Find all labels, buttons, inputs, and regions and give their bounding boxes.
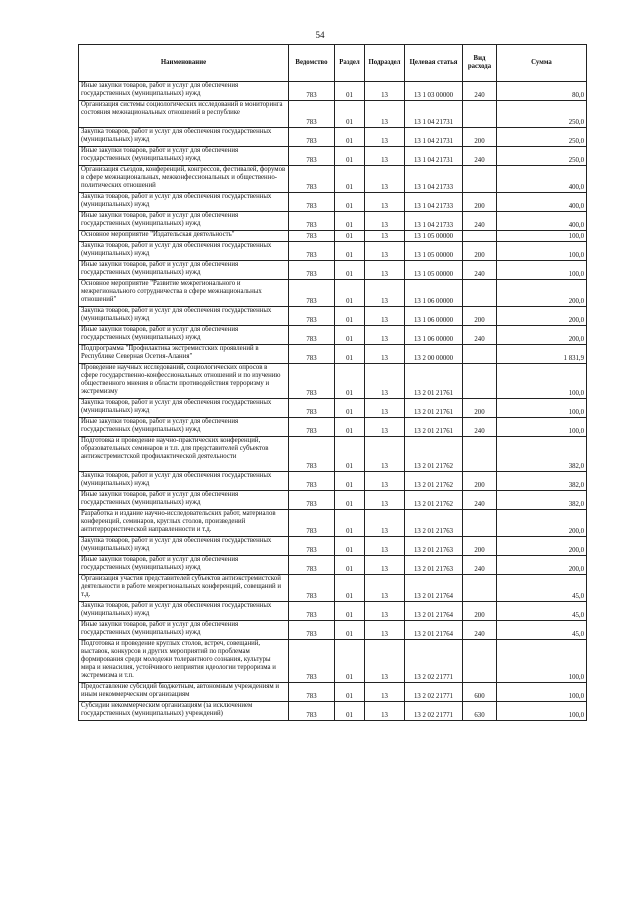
header-celevaya-statya: Целевая статья (405, 45, 463, 82)
cell-name: Подготовка и проведение круглых столов, встреч, совещаний, выставок, конкурсов и других мероприятий по проблемам формирования среди молодежи толерантного сознания, культуры мира и ненасилия, устойчивого неприятия идеологии терроризма и экстремизма и т.п. (79, 640, 289, 683)
cell-summa: 200,0 (497, 307, 587, 326)
cell-celevaya-statya: 13 1 03 00000 (405, 82, 463, 101)
cell-razdel: 01 (335, 621, 365, 640)
cell-podrazdel: 13 (365, 537, 405, 556)
cell-summa: 382,0 (497, 472, 587, 491)
cell-celevaya-statya: 13 2 01 21761 (405, 418, 463, 437)
cell-summa: 100,0 (497, 242, 587, 261)
cell-vid-rashoda (463, 640, 497, 683)
cell-name: Закупка товаров, работ и услуг для обеспечения государственных (муниципальных) нужд (79, 537, 289, 556)
table-row (79, 326, 587, 345)
cell-razdel: 01 (335, 602, 365, 621)
table-row (79, 261, 587, 280)
cell-razdel: 01 (335, 128, 365, 147)
table-row (79, 364, 587, 399)
cell-vid-rashoda: 600 (463, 683, 497, 702)
cell-vid-rashoda: 240 (463, 147, 497, 166)
cell-name: Субсидии некоммерческим организациям (за исключением государственных (муниципальных) учреждений) (79, 702, 289, 721)
cell-name: Иные закупки товаров, работ и услуг для обеспечения государственных (муниципальных) нужд (79, 212, 289, 231)
cell-name: Иные закупки товаров, работ и услуг для обеспечения государственных (муниципальных) нужд (79, 261, 289, 280)
cell-razdel: 01 (335, 575, 365, 602)
cell-name: Закупка товаров, работ и услуг для обеспечения государственных (муниципальных) нужд (79, 399, 289, 418)
cell-celevaya-statya: 13 2 01 21763 (405, 556, 463, 575)
cell-vedomstvo: 783 (289, 602, 335, 621)
cell-vedomstvo: 783 (289, 231, 335, 242)
cell-podrazdel: 13 (365, 261, 405, 280)
cell-vedomstvo: 783 (289, 128, 335, 147)
cell-celevaya-statya: 13 2 01 21762 (405, 472, 463, 491)
cell-name: Иные закупки товаров, работ и услуг для обеспечения государственных (муниципальных) нужд (79, 556, 289, 575)
cell-celevaya-statya: 13 2 02 21771 (405, 640, 463, 683)
cell-summa: 200,0 (497, 326, 587, 345)
table-row (79, 166, 587, 193)
cell-vid-rashoda: 240 (463, 326, 497, 345)
cell-vedomstvo: 783 (289, 472, 335, 491)
cell-summa: 200,0 (497, 280, 587, 307)
cell-vid-rashoda: 200 (463, 399, 497, 418)
cell-podrazdel: 13 (365, 683, 405, 702)
table-row (79, 556, 587, 575)
cell-podrazdel: 13 (365, 147, 405, 166)
cell-podrazdel: 13 (365, 82, 405, 101)
cell-name: Подготовка и проведение научно-практических конференций, образовательных семинаров и т.п. для представителей субъектов антиэкстремистской профилактической деятельности (79, 437, 289, 472)
cell-name: Организация съездов, конференций, конгрессов, фестивалей, форумов в сфере межнациональных, межконфессиональных и общественно-политических отношений (79, 166, 289, 193)
table-row (79, 231, 587, 242)
cell-vid-rashoda (463, 166, 497, 193)
cell-vid-rashoda: 240 (463, 556, 497, 575)
table-row (79, 147, 587, 166)
cell-vid-rashoda: 200 (463, 307, 497, 326)
cell-vid-rashoda: 240 (463, 621, 497, 640)
cell-podrazdel: 13 (365, 242, 405, 261)
cell-razdel: 01 (335, 510, 365, 537)
cell-vid-rashoda (463, 231, 497, 242)
cell-name: Иные закупки товаров, работ и услуг для обеспечения государственных (муниципальных) нужд (79, 82, 289, 101)
cell-celevaya-statya: 13 1 04 21731 (405, 101, 463, 128)
cell-celevaya-statya: 13 1 04 21733 (405, 193, 463, 212)
cell-name: Закупка товаров, работ и услуг для обеспечения государственных (муниципальных) нужд (79, 242, 289, 261)
header-vid-rashoda: Вид расхода (463, 45, 497, 82)
cell-celevaya-statya: 13 2 02 21771 (405, 702, 463, 721)
cell-vedomstvo: 783 (289, 702, 335, 721)
table-row (79, 702, 587, 721)
cell-celevaya-statya: 13 1 04 21731 (405, 128, 463, 147)
table-row (79, 193, 587, 212)
cell-razdel: 01 (335, 702, 365, 721)
cell-razdel: 01 (335, 640, 365, 683)
cell-razdel: 01 (335, 147, 365, 166)
cell-razdel: 01 (335, 345, 365, 364)
cell-vedomstvo: 783 (289, 212, 335, 231)
cell-name: Организация участия представителей субъектов антиэкстремистской деятельности в работе межрегиональных конференций, совещаний и т.д. (79, 575, 289, 602)
table-row (79, 101, 587, 128)
cell-celevaya-statya: 13 2 01 21761 (405, 364, 463, 399)
cell-razdel: 01 (335, 193, 365, 212)
cell-razdel: 01 (335, 212, 365, 231)
cell-name: Закупка товаров, работ и услуг для обеспечения государственных (муниципальных) нужд (79, 472, 289, 491)
cell-vedomstvo: 783 (289, 364, 335, 399)
cell-vedomstvo: 783 (289, 326, 335, 345)
table-row (79, 280, 587, 307)
cell-name: Организация системы социологических исследований в мониторинга состояния межнациональных отношений в республике (79, 101, 289, 128)
cell-vedomstvo: 783 (289, 399, 335, 418)
cell-vid-rashoda (463, 364, 497, 399)
cell-vedomstvo: 783 (289, 640, 335, 683)
table-row (79, 472, 587, 491)
table-row (79, 537, 587, 556)
cell-vid-rashoda: 200 (463, 242, 497, 261)
cell-vedomstvo: 783 (289, 621, 335, 640)
table-row (79, 82, 587, 101)
cell-vid-rashoda: 240 (463, 261, 497, 280)
cell-razdel: 01 (335, 261, 365, 280)
cell-razdel: 01 (335, 326, 365, 345)
cell-podrazdel: 13 (365, 491, 405, 510)
cell-vid-rashoda: 200 (463, 602, 497, 621)
cell-podrazdel: 13 (365, 640, 405, 683)
cell-name: Закупка товаров, работ и услуг для обеспечения государственных (муниципальных) нужд (79, 193, 289, 212)
header-summa: Сумма (497, 45, 587, 82)
cell-razdel: 01 (335, 491, 365, 510)
cell-summa: 382,0 (497, 491, 587, 510)
cell-vedomstvo: 783 (289, 437, 335, 472)
cell-vedomstvo: 783 (289, 242, 335, 261)
cell-celevaya-statya: 13 1 04 21733 (405, 212, 463, 231)
cell-razdel: 01 (335, 166, 365, 193)
table-row (79, 491, 587, 510)
cell-celevaya-statya: 13 1 05 00000 (405, 231, 463, 242)
cell-podrazdel: 13 (365, 193, 405, 212)
table-row (79, 602, 587, 621)
cell-vedomstvo: 783 (289, 261, 335, 280)
cell-celevaya-statya: 13 2 00 00000 (405, 345, 463, 364)
cell-name: Иные закупки товаров, работ и услуг для обеспечения государственных (муниципальных) нужд (79, 147, 289, 166)
cell-vid-rashoda: 240 (463, 82, 497, 101)
cell-vid-rashoda: 200 (463, 472, 497, 491)
cell-celevaya-statya: 13 1 06 00000 (405, 326, 463, 345)
cell-vid-rashoda: 630 (463, 702, 497, 721)
header-razdel: Раздел (335, 45, 365, 82)
cell-vid-rashoda: 200 (463, 537, 497, 556)
table-row (79, 437, 587, 472)
cell-celevaya-statya: 13 2 01 21764 (405, 621, 463, 640)
table-row (79, 128, 587, 147)
cell-summa: 100,0 (497, 418, 587, 437)
cell-razdel: 01 (335, 537, 365, 556)
table-row (79, 621, 587, 640)
cell-razdel: 01 (335, 242, 365, 261)
table-row (79, 683, 587, 702)
cell-summa: 250,0 (497, 128, 587, 147)
cell-podrazdel: 13 (365, 702, 405, 721)
cell-podrazdel: 13 (365, 621, 405, 640)
cell-razdel: 01 (335, 683, 365, 702)
cell-razdel: 01 (335, 472, 365, 491)
cell-razdel: 01 (335, 437, 365, 472)
table-row (79, 345, 587, 364)
cell-summa: 100,0 (497, 683, 587, 702)
cell-podrazdel: 13 (365, 307, 405, 326)
cell-name: Закупка товаров, работ и услуг для обеспечения государственных (муниципальных) нужд (79, 128, 289, 147)
cell-summa: 250,0 (497, 101, 587, 128)
cell-vid-rashoda: 240 (463, 491, 497, 510)
cell-celevaya-statya: 13 2 02 21771 (405, 683, 463, 702)
header-podrazdel: Подраздел (365, 45, 405, 82)
table-row (79, 575, 587, 602)
cell-razdel: 01 (335, 556, 365, 575)
cell-summa: 100,0 (497, 231, 587, 242)
cell-vedomstvo: 783 (289, 147, 335, 166)
cell-podrazdel: 13 (365, 510, 405, 537)
cell-podrazdel: 13 (365, 575, 405, 602)
cell-vid-rashoda (463, 575, 497, 602)
cell-razdel: 01 (335, 399, 365, 418)
cell-name: Иные закупки товаров, работ и услуг для обеспечения государственных (муниципальных) нужд (79, 491, 289, 510)
cell-celevaya-statya: 13 1 05 00000 (405, 261, 463, 280)
cell-summa: 200,0 (497, 510, 587, 537)
cell-razdel: 01 (335, 82, 365, 101)
cell-name: Основное мероприятие "Издательская деятельность" (79, 231, 289, 242)
cell-summa: 100,0 (497, 702, 587, 721)
cell-razdel: 01 (335, 307, 365, 326)
cell-summa: 45,0 (497, 602, 587, 621)
cell-vedomstvo: 783 (289, 575, 335, 602)
cell-vedomstvo: 783 (289, 166, 335, 193)
cell-vedomstvo: 783 (289, 537, 335, 556)
cell-vid-rashoda (463, 280, 497, 307)
table-row (79, 399, 587, 418)
cell-vedomstvo: 783 (289, 683, 335, 702)
cell-name: Закупка товаров, работ и услуг для обеспечения государственных (муниципальных) нужд (79, 307, 289, 326)
cell-celevaya-statya: 13 2 01 21764 (405, 575, 463, 602)
cell-vedomstvo: 783 (289, 101, 335, 128)
cell-celevaya-statya: 13 1 04 21731 (405, 147, 463, 166)
cell-celevaya-statya: 13 2 01 21762 (405, 437, 463, 472)
cell-summa: 100,0 (497, 364, 587, 399)
cell-vid-rashoda: 200 (463, 193, 497, 212)
cell-vedomstvo: 783 (289, 345, 335, 364)
cell-vid-rashoda: 240 (463, 418, 497, 437)
cell-podrazdel: 13 (365, 556, 405, 575)
cell-vid-rashoda (463, 437, 497, 472)
cell-vedomstvo: 783 (289, 491, 335, 510)
cell-podrazdel: 13 (365, 326, 405, 345)
cell-celevaya-statya: 13 1 06 00000 (405, 307, 463, 326)
cell-summa: 200,0 (497, 556, 587, 575)
cell-summa: 45,0 (497, 575, 587, 602)
table-row (79, 307, 587, 326)
cell-vid-rashoda (463, 510, 497, 537)
cell-celevaya-statya: 13 1 05 00000 (405, 242, 463, 261)
table-header-row (79, 45, 587, 82)
header-vedomstvo: Ведомство (289, 45, 335, 82)
cell-podrazdel: 13 (365, 101, 405, 128)
cell-name: Закупка товаров, работ и услуг для обеспечения государственных (муниципальных) нужд (79, 602, 289, 621)
cell-summa: 45,0 (497, 621, 587, 640)
cell-celevaya-statya: 13 1 04 21733 (405, 166, 463, 193)
cell-name: Подпрограмма "Профилактика экстремистских проявлений в Республике Северная Осетия-Алания" (79, 345, 289, 364)
cell-summa: 250,0 (497, 147, 587, 166)
cell-celevaya-statya: 13 2 01 21763 (405, 537, 463, 556)
cell-podrazdel: 13 (365, 437, 405, 472)
cell-podrazdel: 13 (365, 128, 405, 147)
cell-celevaya-statya: 13 2 01 21764 (405, 602, 463, 621)
cell-vedomstvo: 783 (289, 307, 335, 326)
cell-vedomstvo: 783 (289, 280, 335, 307)
cell-summa: 100,0 (497, 399, 587, 418)
cell-name: Иные закупки товаров, работ и услуг для обеспечения государственных (муниципальных) нужд (79, 326, 289, 345)
cell-razdel: 01 (335, 280, 365, 307)
cell-name: Предоставление субсидий бюджетным, автономным учреждениям и иным некоммерческим организациям (79, 683, 289, 702)
cell-celevaya-statya: 13 2 01 21761 (405, 399, 463, 418)
cell-razdel: 01 (335, 101, 365, 128)
cell-summa: 382,0 (497, 437, 587, 472)
page-number: 54 (315, 30, 325, 40)
cell-celevaya-statya: 13 1 06 00000 (405, 280, 463, 307)
cell-summa: 400,0 (497, 193, 587, 212)
cell-name: Разработка и издание научно-исследовательских работ, материалов конференций, семинаров, круглых столов, произведений антитеррористической направленности и т.д. (79, 510, 289, 537)
table-row (79, 242, 587, 261)
cell-razdel: 01 (335, 231, 365, 242)
cell-summa: 100,0 (497, 640, 587, 683)
cell-name: Проведение научных исследований, социологических опросов в сфере государственно-конфессиональных отношений и по изучению общественного мнения в области противодействия терроризму и экстремизму (79, 364, 289, 399)
cell-celevaya-statya: 13 2 01 21762 (405, 491, 463, 510)
cell-podrazdel: 13 (365, 166, 405, 193)
cell-vid-rashoda: 200 (463, 128, 497, 147)
cell-summa: 1 831,9 (497, 345, 587, 364)
cell-vid-rashoda: 240 (463, 212, 497, 231)
cell-summa: 80,0 (497, 82, 587, 101)
cell-summa: 100,0 (497, 261, 587, 280)
cell-vedomstvo: 783 (289, 193, 335, 212)
cell-name: Иные закупки товаров, работ и услуг для обеспечения государственных (муниципальных) нужд (79, 418, 289, 437)
cell-razdel: 01 (335, 364, 365, 399)
cell-name: Иные закупки товаров, работ и услуг для обеспечения государственных (муниципальных) нужд (79, 621, 289, 640)
cell-vid-rashoda (463, 101, 497, 128)
header-name: Наименование (79, 45, 289, 82)
cell-podrazdel: 13 (365, 345, 405, 364)
cell-razdel: 01 (335, 418, 365, 437)
cell-vedomstvo: 783 (289, 556, 335, 575)
cell-podrazdel: 13 (365, 418, 405, 437)
cell-podrazdel: 13 (365, 602, 405, 621)
cell-summa: 200,0 (497, 537, 587, 556)
cell-podrazdel: 13 (365, 364, 405, 399)
cell-vedomstvo: 783 (289, 82, 335, 101)
cell-name: Основное мероприятие "Развитие межрегионального и межрегионального сотрудничества в сфере межнациональных отношений" (79, 280, 289, 307)
cell-summa: 400,0 (497, 166, 587, 193)
table-row (79, 640, 587, 683)
table-row (79, 510, 587, 537)
cell-podrazdel: 13 (365, 399, 405, 418)
cell-summa: 400,0 (497, 212, 587, 231)
table-row (79, 418, 587, 437)
table-body (79, 82, 587, 721)
cell-vid-rashoda (463, 345, 497, 364)
cell-podrazdel: 13 (365, 212, 405, 231)
cell-podrazdel: 13 (365, 472, 405, 491)
cell-vedomstvo: 783 (289, 418, 335, 437)
table-row (79, 212, 587, 231)
cell-podrazdel: 13 (365, 280, 405, 307)
budget-table (78, 44, 587, 721)
cell-celevaya-statya: 13 2 01 21763 (405, 510, 463, 537)
cell-podrazdel: 13 (365, 231, 405, 242)
cell-vedomstvo: 783 (289, 510, 335, 537)
